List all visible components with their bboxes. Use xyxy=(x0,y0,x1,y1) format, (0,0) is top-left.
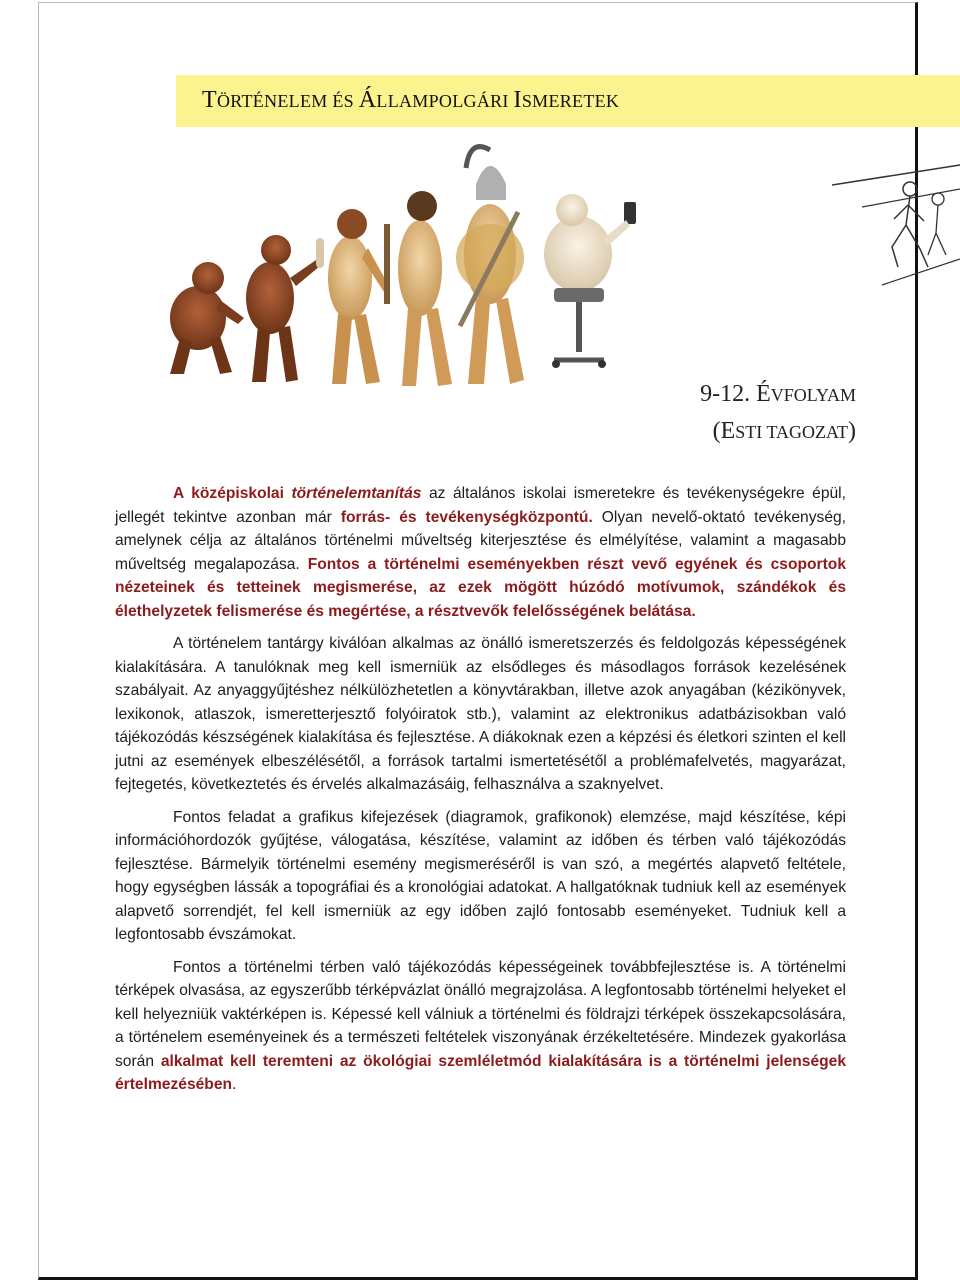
track-initial: E xyxy=(720,418,736,444)
grade-track xyxy=(700,413,856,450)
text-span: Fontos a történelmi térben való tájékozódás képességeinek továbbfejlesztése is. A történelmi térképek olvasása, az egyszerűbb térképvázlat önálló megrajzolása. A legfontosabb történelmi helyeket el kell helyezniük vaktérképen is. Képessé kell válniuk a történelmi és földrajzi térképek összekapcsolására, a történelem eseményeinek és a természeti feltételek viszonyának érzékeltetésére. Mindezek gyakorlása során xyxy=(115,958,846,1070)
text-span: forrás- és tevékenységközpontú. xyxy=(340,508,593,526)
text-span: A középiskolai xyxy=(173,485,292,502)
paragraph-sources: A történelem tantárgy kiválóan alkalmas az önálló ismeretszerzés és feldolgozás képességének kialakítására. A tanulóknak meg kell ismerniük az elsődleges és másodlagos források kezelésének szabályait. Az anyaggyűjtéshez nélkülözhetetlen a könyvtárakban, illetve azok anyagában (kézikönyvek, lexikonok, atlaszok, ismeretterjesztő folyóiratok stb.), valamint az elektronikus adatbázisokban való tájékozódás készségének kialakítása és fejlesztése. A diákoknak ezen a képzési és életkori szinten el kell jutni az események elbeszélésétől, a források tartalmi ismertetésétől a problémafelvetés, magyarázat, fejtegetés, következtetés és érvelés alkalmazásáig, felhasználva a szaknyelvet. xyxy=(115,635,846,793)
paragraph-maps xyxy=(115,956,846,1097)
title-initial: I xyxy=(513,87,522,113)
hominid-figure xyxy=(246,235,324,382)
grade-years xyxy=(700,376,856,413)
text-span: Fontos a történelmi eseményekben részt vevő egyének és csoportok nézeteinek és tetteinek megismerése, az ezek mögött húzódó motívumok, szándékok és élethelyzetek felismerése és megértése, a résztvevők felelősségének belátása. xyxy=(115,555,846,620)
early-human-figure xyxy=(398,191,452,386)
body-text xyxy=(115,482,846,1106)
title-initial: Á xyxy=(358,87,377,113)
walking-figure-sketch xyxy=(832,155,960,295)
modern-man-figure xyxy=(544,194,636,368)
warrior-figure xyxy=(456,147,524,384)
text-span: . xyxy=(232,1076,237,1093)
title-part: SMERETEK xyxy=(521,91,620,111)
track-part: STI TAGOZAT xyxy=(735,422,848,442)
ape-figure xyxy=(170,262,244,374)
grade-part: VFOLYAM xyxy=(770,385,856,405)
title-initial: T xyxy=(202,87,217,113)
paragraph-intro xyxy=(115,482,846,623)
grade-label xyxy=(700,376,856,450)
caveman-figure xyxy=(328,209,390,384)
paren-close: ) xyxy=(848,418,856,444)
paren-open: ( xyxy=(712,418,721,444)
title-part: LLAMPOLGÁRI xyxy=(376,91,514,111)
human-evolution-illustration xyxy=(140,128,660,398)
text-span: alkalmat kell teremteni az ökológiai szemléletmód kialakítására is a történelmi jelenségek értelmezésében xyxy=(115,1052,846,1093)
title-part: ÖRTÉNELEM ÉS xyxy=(216,91,359,111)
text-span: Olyan nevelő-oktató tevékenység, amelynek célja az általános történelmi műveltség kiterjesztése és elmélyítése, valamint a magasabb műveltség megalapozása. xyxy=(115,508,846,573)
grade-range: 9-12. xyxy=(700,381,757,407)
page-title xyxy=(202,87,619,114)
paragraph-graphics: Fontos feladat a grafikus kifejezések (diagramok, grafikonok) elemzése, majd készítése, képi információhordozók gyűjtése, válogatása, készítése, valamint az időben és térben való tájékozódás fejlesztése. Bármelyik történelmi esemény megismeréséről is van szó, a megértés alapvető feltétele, hogy egységben lássák a topográfiai és a kronológiai adatokat. A hallgatóknak tudniuk kell az események alapvető sorrendjét, fel kell ismerniük az egy időben zajló fontosabb eseményeket. Tudniuk kell a legfontosabb évszámokat. xyxy=(115,808,846,943)
text-span: történelemtanítás xyxy=(291,485,422,502)
title-band xyxy=(176,75,960,127)
text-span: az általános iskolai ismeretekre és tevékenységekre épül, jellegét tekintve azonban már xyxy=(115,485,846,526)
grade-initial: É xyxy=(756,381,771,407)
